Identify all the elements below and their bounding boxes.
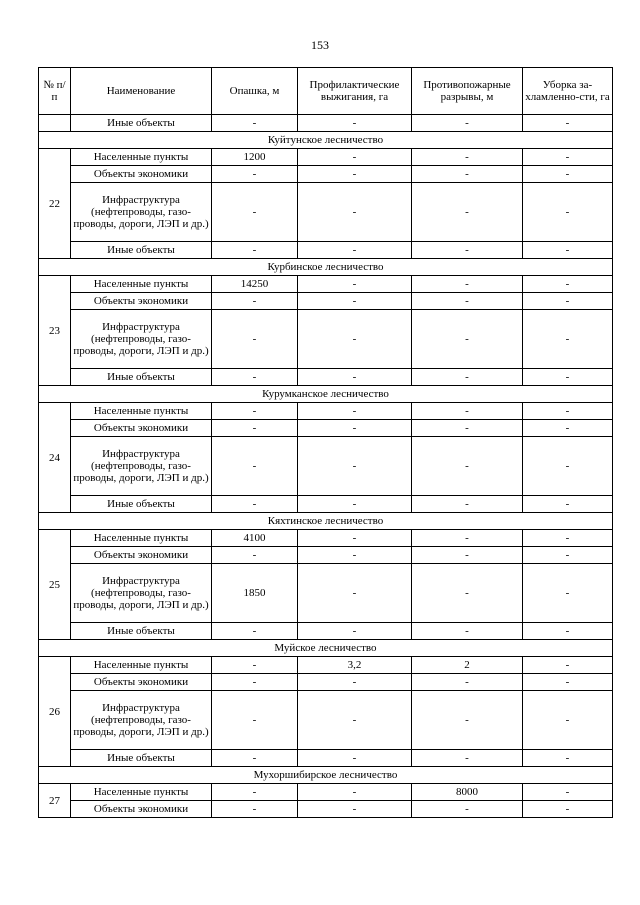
row-plowing: -: [212, 496, 298, 513]
row-burning: -: [298, 801, 412, 818]
row-burning: -: [298, 310, 412, 369]
table-row: [39, 547, 613, 564]
row-burning: -: [298, 496, 412, 513]
table-row: [39, 784, 613, 801]
row-firebreaks: -: [412, 547, 523, 564]
row-plowing: -: [212, 420, 298, 437]
row-plowing: -: [212, 242, 298, 259]
row-cleanup: -: [523, 564, 613, 623]
row-cleanup: -: [523, 623, 613, 640]
row-firebreaks: 2: [412, 657, 523, 674]
row-name: Объекты экономики: [71, 547, 212, 564]
table-row: [39, 564, 613, 623]
row-burning: -: [298, 564, 412, 623]
row-plowing: -: [212, 657, 298, 674]
row-cleanup: -: [523, 420, 613, 437]
row-cleanup: -: [523, 183, 613, 242]
row-firebreaks: -: [412, 149, 523, 166]
section-title: Муйское лесничество: [39, 640, 613, 657]
row-burning: -: [298, 623, 412, 640]
table-row: [39, 403, 613, 420]
row-firebreaks: -: [412, 276, 523, 293]
row-plowing: -: [212, 750, 298, 767]
row-name: Объекты экономики: [71, 674, 212, 691]
table-row: [39, 310, 613, 369]
row-name: Иные объекты: [71, 496, 212, 513]
row-cleanup: -: [523, 530, 613, 547]
row-name: Иные объекты: [71, 115, 212, 132]
row-firebreaks: -: [412, 166, 523, 183]
row-firebreaks: -: [412, 242, 523, 259]
row-cleanup: -: [523, 369, 613, 386]
table-row: [39, 530, 613, 547]
row-number: 23: [39, 276, 71, 386]
row-number: 24: [39, 403, 71, 513]
row-cleanup: -: [523, 403, 613, 420]
row-burning: -: [298, 530, 412, 547]
row-plowing: 4100: [212, 530, 298, 547]
row-plowing: -: [212, 310, 298, 369]
row-name: Объекты экономики: [71, 420, 212, 437]
row-firebreaks: 8000: [412, 784, 523, 801]
row-firebreaks: -: [412, 115, 523, 132]
row-firebreaks: -: [412, 420, 523, 437]
row-plowing: 1200: [212, 149, 298, 166]
row-firebreaks: -: [412, 293, 523, 310]
section-title-row: [39, 767, 613, 784]
row-plowing: 1850: [212, 564, 298, 623]
row-burning: 3,2: [298, 657, 412, 674]
table-row: [39, 115, 613, 132]
row-number: 25: [39, 530, 71, 640]
row-firebreaks: -: [412, 674, 523, 691]
row-plowing: -: [212, 403, 298, 420]
row-cleanup: -: [523, 276, 613, 293]
table-header-row: [39, 68, 613, 115]
row-name: Объекты экономики: [71, 166, 212, 183]
row-name: Инфраструктура (нефтепроводы, газо-проводы, дороги, ЛЭП и др.): [71, 310, 212, 369]
table-row: [39, 801, 613, 818]
fire-prevention-table: [38, 67, 613, 818]
table-row: [39, 496, 613, 513]
row-burning: -: [298, 437, 412, 496]
row-number: [39, 115, 71, 132]
table-row: [39, 242, 613, 259]
row-burning: -: [298, 674, 412, 691]
table-row: [39, 691, 613, 750]
row-firebreaks: -: [412, 691, 523, 750]
table-row: [39, 166, 613, 183]
row-cleanup: -: [523, 166, 613, 183]
row-name: Населенные пункты: [71, 784, 212, 801]
table-row: [39, 293, 613, 310]
row-plowing: -: [212, 623, 298, 640]
row-plowing: -: [212, 166, 298, 183]
table-row: [39, 149, 613, 166]
row-plowing: -: [212, 115, 298, 132]
section-title: Мухоршибирское лесничество: [39, 767, 613, 784]
table-row: [39, 420, 613, 437]
row-plowing: -: [212, 547, 298, 564]
table-row: [39, 437, 613, 496]
row-firebreaks: -: [412, 496, 523, 513]
row-number: 22: [39, 149, 71, 259]
row-burning: -: [298, 691, 412, 750]
table-row: [39, 369, 613, 386]
table-row: [39, 183, 613, 242]
row-burning: -: [298, 166, 412, 183]
row-name: Инфраструктура (нефтепроводы, газо-проводы, дороги, ЛЭП и др.): [71, 691, 212, 750]
row-burning: -: [298, 750, 412, 767]
row-name: Населенные пункты: [71, 149, 212, 166]
header-num: № п/п: [39, 68, 71, 115]
row-name: Объекты экономики: [71, 801, 212, 818]
row-burning: -: [298, 149, 412, 166]
row-firebreaks: -: [412, 564, 523, 623]
row-plowing: -: [212, 369, 298, 386]
row-firebreaks: -: [412, 801, 523, 818]
row-number: 27: [39, 784, 71, 818]
row-plowing: -: [212, 784, 298, 801]
row-plowing: -: [212, 437, 298, 496]
row-cleanup: -: [523, 437, 613, 496]
row-cleanup: -: [523, 801, 613, 818]
section-title-row: [39, 259, 613, 276]
header-plowing: Опашка, м: [212, 68, 298, 115]
row-burning: -: [298, 276, 412, 293]
row-name: Инфраструктура (нефтепроводы, газо-проводы, дороги, ЛЭП и др.): [71, 183, 212, 242]
table-row: [39, 276, 613, 293]
row-name: Иные объекты: [71, 369, 212, 386]
row-firebreaks: -: [412, 403, 523, 420]
header-firebreaks: Противопожарные разрывы, м: [412, 68, 523, 115]
page-number: 153: [311, 38, 329, 52]
row-cleanup: -: [523, 674, 613, 691]
row-firebreaks: -: [412, 437, 523, 496]
row-plowing: -: [212, 691, 298, 750]
row-burning: -: [298, 183, 412, 242]
row-cleanup: -: [523, 547, 613, 564]
table-row: [39, 623, 613, 640]
row-name: Населенные пункты: [71, 530, 212, 547]
row-cleanup: -: [523, 657, 613, 674]
row-firebreaks: -: [412, 310, 523, 369]
row-name: Населенные пункты: [71, 276, 212, 293]
row-name: Населенные пункты: [71, 657, 212, 674]
row-burning: -: [298, 403, 412, 420]
row-burning: -: [298, 547, 412, 564]
row-firebreaks: -: [412, 183, 523, 242]
row-burning: -: [298, 420, 412, 437]
row-number: 26: [39, 657, 71, 767]
row-cleanup: -: [523, 115, 613, 132]
row-firebreaks: -: [412, 750, 523, 767]
section-title-row: [39, 640, 613, 657]
row-burning: -: [298, 242, 412, 259]
row-cleanup: -: [523, 310, 613, 369]
row-burning: -: [298, 115, 412, 132]
row-name: Населенные пункты: [71, 403, 212, 420]
table-row: [39, 657, 613, 674]
section-title-row: [39, 386, 613, 403]
row-firebreaks: -: [412, 369, 523, 386]
section-title-row: [39, 132, 613, 149]
section-title-row: [39, 513, 613, 530]
row-name: Иные объекты: [71, 242, 212, 259]
row-cleanup: -: [523, 496, 613, 513]
row-cleanup: -: [523, 242, 613, 259]
row-burning: -: [298, 369, 412, 386]
row-name: Инфраструктура (нефтепроводы, газо-проводы, дороги, ЛЭП и др.): [71, 564, 212, 623]
row-plowing: 14250: [212, 276, 298, 293]
row-name: Объекты экономики: [71, 293, 212, 310]
section-title: Курумканское лесничество: [39, 386, 613, 403]
row-cleanup: -: [523, 784, 613, 801]
row-plowing: -: [212, 293, 298, 310]
row-cleanup: -: [523, 750, 613, 767]
header-burning: Профилактические выжигания, га: [298, 68, 412, 115]
row-name: Иные объекты: [71, 623, 212, 640]
row-name: Иные объекты: [71, 750, 212, 767]
row-cleanup: -: [523, 149, 613, 166]
row-cleanup: -: [523, 691, 613, 750]
row-name: Инфраструктура (нефтепроводы, газо-проводы, дороги, ЛЭП и др.): [71, 437, 212, 496]
table-row: [39, 674, 613, 691]
header-cleanup: Уборка за-хламленно-сти, га: [523, 68, 613, 115]
table-row: [39, 750, 613, 767]
section-title: Курбинское лесничество: [39, 259, 613, 276]
row-burning: -: [298, 784, 412, 801]
row-plowing: -: [212, 183, 298, 242]
section-title: Куйтунское лесничество: [39, 132, 613, 149]
row-firebreaks: -: [412, 623, 523, 640]
row-cleanup: -: [523, 293, 613, 310]
row-plowing: -: [212, 674, 298, 691]
row-firebreaks: -: [412, 530, 523, 547]
header-name: Наименование: [71, 68, 212, 115]
section-title: Кяхтинское лесничество: [39, 513, 613, 530]
row-burning: -: [298, 293, 412, 310]
row-plowing: -: [212, 801, 298, 818]
